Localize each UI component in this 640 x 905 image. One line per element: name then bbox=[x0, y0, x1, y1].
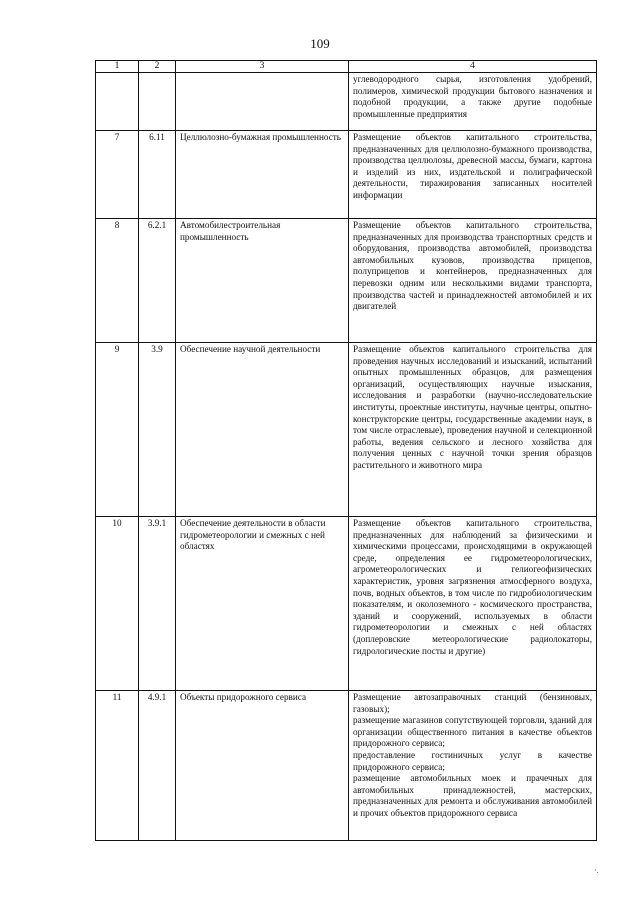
row-name: Объекты придорожного сервиса bbox=[176, 691, 349, 841]
table-header-row bbox=[96, 61, 597, 73]
row-description: Размещение объектов капитального строительства для проведения научных исследований и изысканий, испытаний опытных промышленных образцов, для размещения организаций, осуществляющих научные изыскания, исследования и разработки (научно-исследовательские институты, проектные институты, научные центры, опытно-конструкторские центры, государственные академии наук, в том числе отраслевые), проведения научной и селекционной работы, ведения сельского и лесного хозяйства для получения ценных с научной точки зрения образцов растительного и животного мира bbox=[349, 343, 597, 517]
page-number: 109 bbox=[310, 36, 330, 51]
row-code bbox=[139, 73, 176, 131]
table-row bbox=[96, 343, 597, 517]
row-name bbox=[176, 73, 349, 131]
row-name: Обеспечение деятельности в области гидрометеорологии и смежных с ней областях bbox=[176, 517, 349, 691]
header-col-1: 1 bbox=[96, 61, 139, 73]
row-code: 6.11 bbox=[139, 131, 176, 219]
table-row bbox=[96, 517, 597, 691]
row-number: 8 bbox=[96, 219, 139, 343]
row-number bbox=[96, 73, 139, 131]
row-number: 9 bbox=[96, 343, 139, 517]
header-col-3: 3 bbox=[176, 61, 349, 73]
row-code: 6.2.1 bbox=[139, 219, 176, 343]
row-code: 3.9.1 bbox=[139, 517, 176, 691]
row-code: 3.9 bbox=[139, 343, 176, 517]
table-row bbox=[96, 219, 597, 343]
row-description: Размещение автозаправочных станций (бензиновых, газовых); размещение магазинов сопутствующей торговли, зданий для организации общественного питания в качестве объектов придорожного сервиса; предоставление гостиничных услуг в качестве придорожного сервиса; размещение автомобильных моек и прачечных для автомобильных принадлежностей, мастерских, предназначенных для ремонта и обслуживания автомобилей и прочих объектов придорожного сервиса bbox=[349, 691, 597, 841]
row-description: Размещение объектов капитального строительства, предназначенных для производства транспортных средств и оборудования, производства автомобилей, производства автомобильных кузовов, производства прицепов, полуприцепов и контейнеров, предназначенных для перевозки одним или несколькими видами транспорта, производства частей и принадлежностей автомобилей и их двигателей bbox=[349, 219, 597, 343]
row-description: углеводородного сырья, изготовления удобрений, полимеров, химической продукции бытового назначения и подобной продукции, а также другие подобные промышленные предприятия bbox=[349, 73, 597, 131]
table-row bbox=[96, 691, 597, 841]
row-name: Целлюлозно-бумажная промышленность bbox=[176, 131, 349, 219]
row-number: 10 bbox=[96, 517, 139, 691]
row-number: 7 bbox=[96, 131, 139, 219]
row-description: Размещение объектов капитального строительства, предназначенных для наблюдений за физическими и химическими процессами, происходящими в окружающей среде, определения ее гидрометеорологических, агрометеорологических и гелиогеофизических характеристик, уровня загрязнения атмосферного воздуха, почв, водных объектов, в том числе по гидробиологическим показателям, и околоземного - космического пространства, зданий и сооружений, используемых в области гидрометеорологии и смежных с ней областях (доплеровские метеорологические радиолокаторы, гидрологические посты и другие) bbox=[349, 517, 597, 691]
row-code: 4.9.1 bbox=[139, 691, 176, 841]
row-number: 11 bbox=[96, 691, 139, 841]
row-description: Размещение объектов капитального строительства, предназначенных для целлюлозно-бумажного производства, производства целлюлозы, древесной массы, бумаги, картона и изделий из них, издательской и полиграфической деятельности, тиражирования записанных носителей информации bbox=[349, 131, 597, 219]
header-col-2: 2 bbox=[139, 61, 176, 73]
row-name: Автомобилестроительная промышленность bbox=[176, 219, 349, 343]
header-col-4: 4 bbox=[349, 61, 597, 73]
table-row bbox=[96, 73, 597, 131]
land-use-table bbox=[95, 60, 597, 841]
row-name: Обеспечение научной деятельности bbox=[176, 343, 349, 517]
scan-mark: ·. bbox=[594, 866, 599, 875]
table-row bbox=[96, 131, 597, 219]
